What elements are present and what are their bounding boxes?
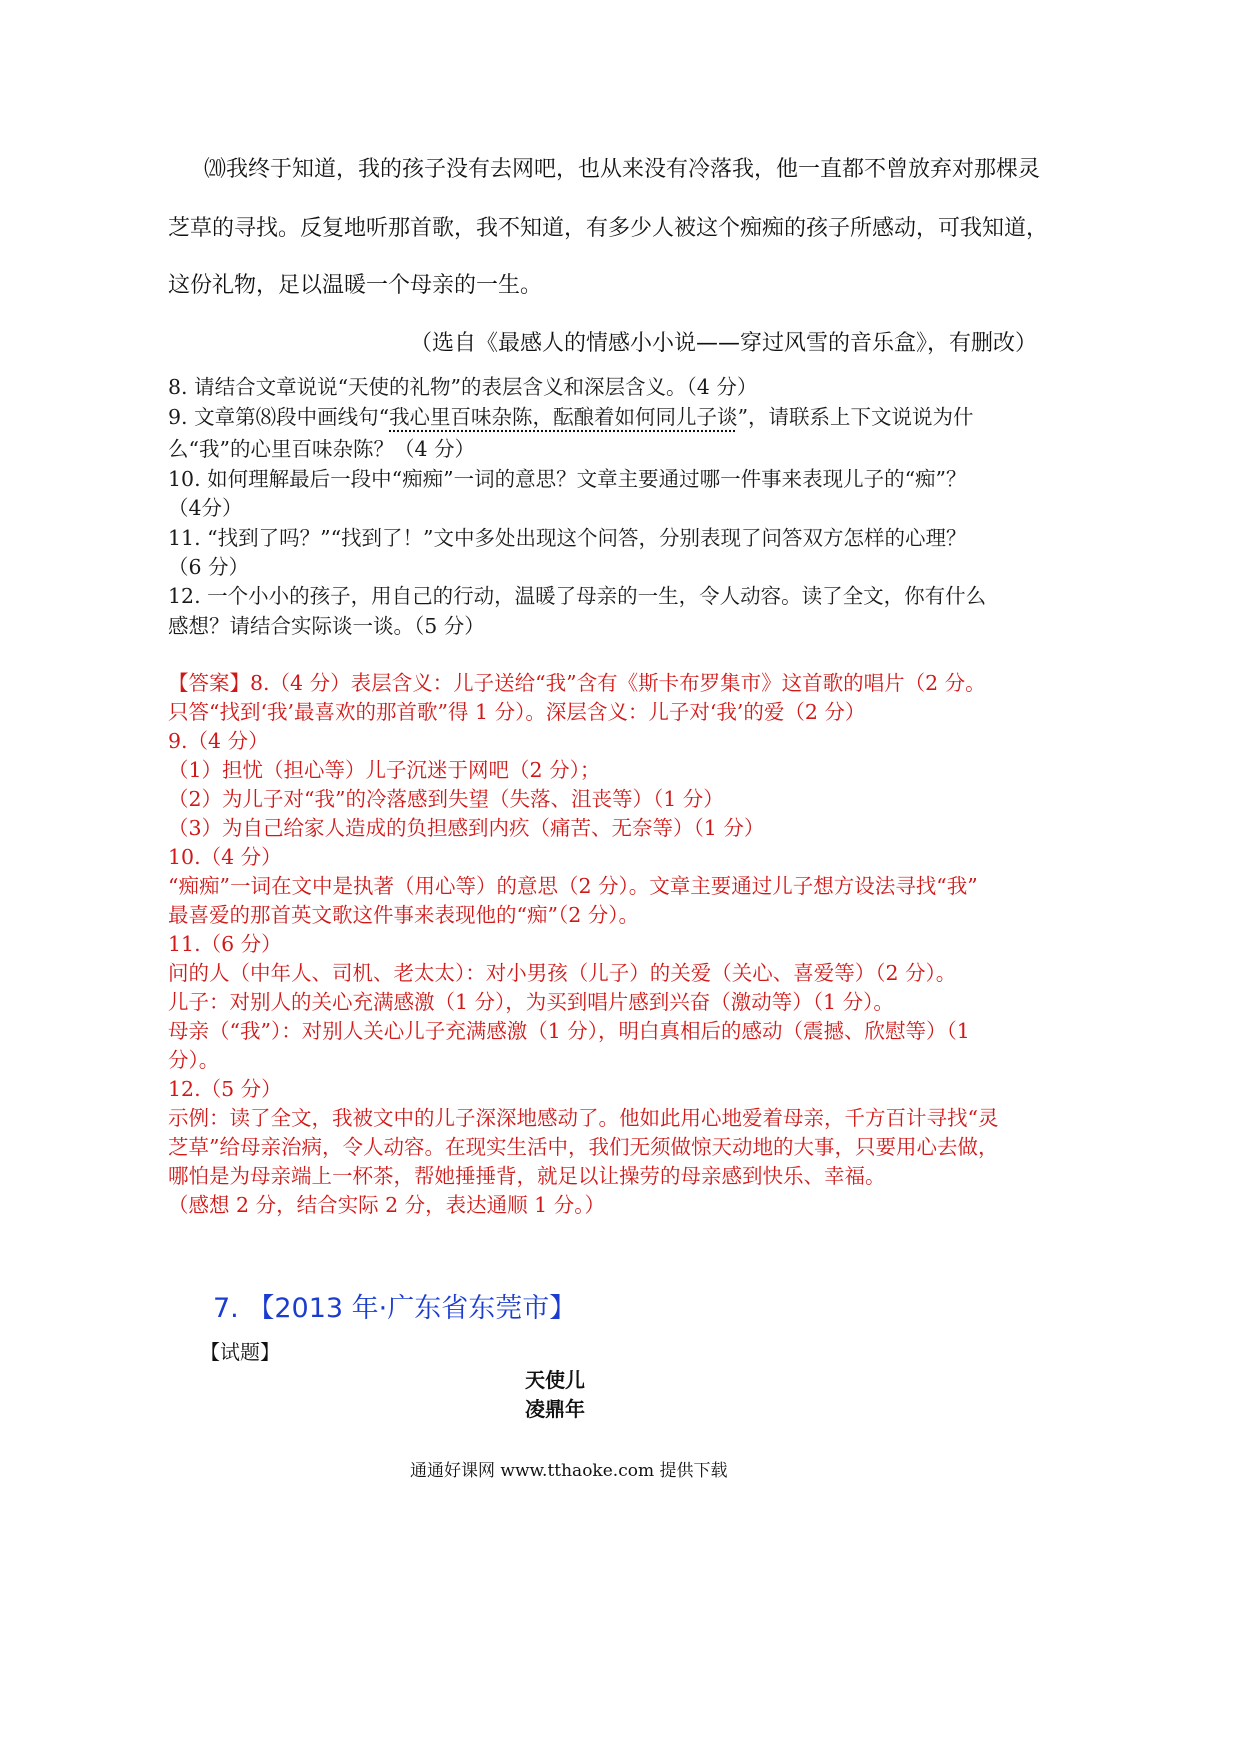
article-author: 凌鼎年 — [525, 1397, 585, 1421]
article-title: 天使儿 — [525, 1368, 585, 1392]
answer-12-line-1: 示例：读了全文，我被文中的儿子深深地感动了。他如此用心地爱着母亲，千方百计寻找“灵 — [168, 1106, 999, 1130]
question-9-underlined-quote: 我心里百味杂陈，酝酿着如何同儿子谈 — [389, 405, 738, 429]
question-12: 12. 一个小小的孩子，用自己的行动，温暖了母亲的一生，令人动容。读了全文，你有什么 — [168, 584, 987, 608]
question-9-line-2: 么“我”的心里百味杂陈？（4 分） — [168, 437, 476, 461]
answer-10-line-1: “痴痴”一词在文中是执著（用心等）的意思（2 分）。文章主要通过儿子想方设法寻找“我” — [168, 874, 978, 898]
answer-11-line-2: 儿子：对别人的关心充满感激（1 分），为买到唱片感到兴奋（激动等）（1 分）。 — [168, 990, 894, 1014]
answer-10-line-2: 最喜爱的那首英文歌这件事来表现他的“痴”（2 分）。 — [168, 903, 640, 927]
question-11-line-2: （6 分） — [168, 555, 250, 579]
answer-10-heading: 10.（4 分） — [168, 845, 282, 869]
passage-line-2: 芝草的寻找。反复地听那首歌，我不知道，有多少人被这个痴痴的孩子所感动，可我知道， — [168, 216, 1049, 241]
question-11: 11. “找到了吗？”“找到了！”文中多处出现这个问答，分别表现了问答双方怎样的心理？ — [168, 526, 967, 550]
answer-11-line-3: 母亲（“我”）：对别人关心儿子充满感激（1 分），明白真相后的感动（震撼、欣慰等）（1 — [168, 1019, 970, 1043]
question-8: 8. 请结合文章说说“天使的礼物”的表层含义和深层含义。（4 分） — [168, 375, 758, 399]
answer-12-line-2: 芝草”给母亲治病，令人动容。在现实生活中，我们无须做惊天动地的大事，只要用心去做， — [168, 1135, 999, 1159]
answer-9-item-3: （3）为自己给家人造成的负担感到内疚（痛苦、无奈等）（1 分） — [168, 816, 765, 840]
answer-9-item-1: （1）担忧（担心等）儿子沉迷于网吧（2 分）； — [168, 758, 601, 782]
page-footer: 通通好课网 www.tthaoke.com 提供下载 — [410, 1461, 728, 1481]
question-10-line-2: （4分） — [168, 496, 243, 520]
passage-source: （选自《最感人的情感小小说——穿过风雪的音乐盒》，有删改） — [410, 331, 1038, 356]
question-9-suffix: ”，请联系上下文说说为什 — [737, 405, 974, 429]
section-heading: 7. 【2013 年·广东省东莞市】 — [213, 1293, 577, 1324]
answer-12-line-4: （感想 2 分，结合实际 2 分，表达通顺 1 分。） — [168, 1193, 605, 1217]
answer-12-heading: 12.（5 分） — [168, 1077, 282, 1101]
question-12-line-2: 感想？请结合实际谈一谈。（5 分） — [168, 614, 485, 638]
answer-8-line-2: 只答“找到‘我’最喜欢的那首歌”得 1 分）。深层含义：儿子对‘我’的爱（2 分） — [168, 700, 866, 724]
passage-line-1: ⒇我终于知道，我的孩子没有去网吧，也从来没有冷落我，他一直都不曾放弃对那棵灵 — [204, 157, 1041, 182]
passage-line-3: 这份礼物，足以温暖一个母亲的一生。 — [168, 273, 543, 298]
section-label: 【试题】 — [200, 1340, 280, 1364]
question-10: 10. 如何理解最后一段中“痴痴”一词的意思？文章主要通过哪一件事来表现儿子的“痴”？ — [168, 467, 967, 491]
question-9-prefix: 9. 文章第⑻段中画线句“ — [168, 405, 390, 429]
answer-9-heading: 9.（4 分） — [168, 729, 269, 753]
answer-9-item-2: （2）为儿子对“我”的冷落感到失望（失落、沮丧等）（1 分） — [168, 787, 724, 811]
answer-12-line-3: 哪怕是为母亲端上一杯茶，帮她捶捶背，就足以让操劳的母亲感到快乐、幸福。 — [168, 1164, 886, 1188]
answer-11-line-1: 问的人（中年人、司机、老太太）：对小男孩（儿子）的关爱（关心、喜爱等）（2 分）。 — [168, 961, 957, 985]
answer-11-line-4: 分）。 — [168, 1048, 220, 1072]
answer-8: 【答案】8.（4 分）表层含义：儿子送给“我”含有《斯卡布罗集市》这首歌的唱片（2 分。 — [168, 671, 986, 695]
answer-11-heading: 11.（6 分） — [168, 932, 282, 956]
question-9 — [168, 400, 974, 430]
